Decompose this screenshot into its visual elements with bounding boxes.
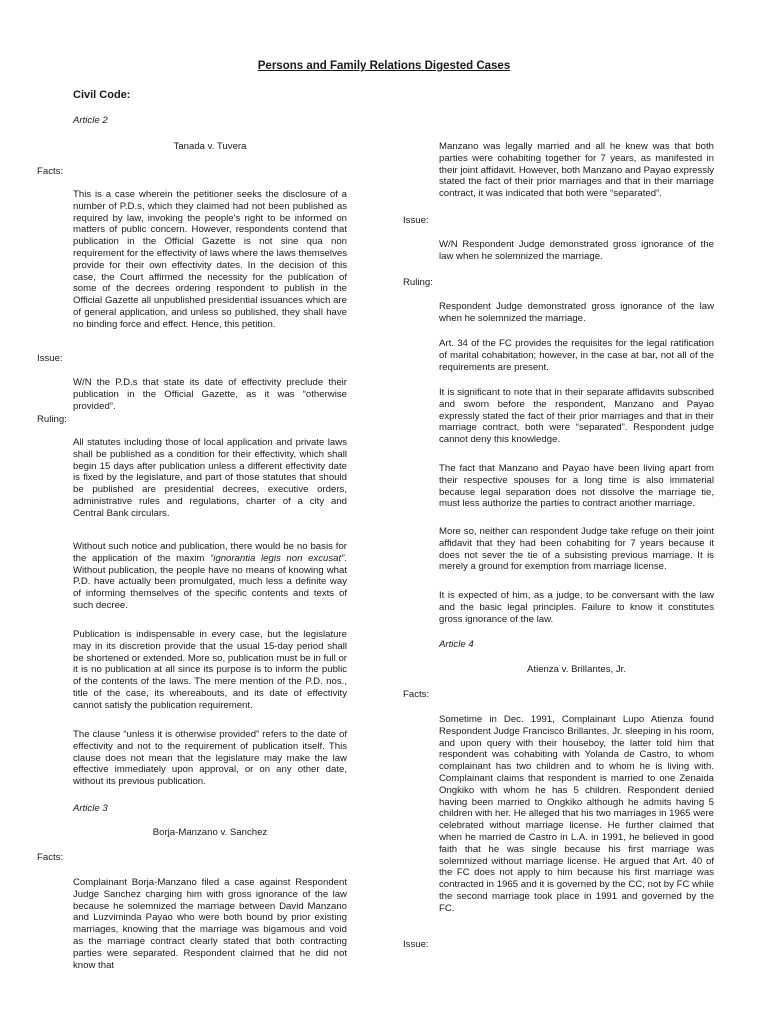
article-4-heading: Article 4	[439, 639, 474, 650]
issue-paragraph-borja-manzano: W/N Respondent Judge demonstrated gross ignorance of the law when he solemnized the marriage.	[439, 239, 714, 262]
ruling-paragraph-3: It is significant to note that in their separate affidavits subscribed and sworn before the respondent, Manzano and Payao expressly stated the fact of their prior marriages and that in their marriage contract, both were “separated”. Respondent judge cannot deny this knowledge.	[439, 387, 714, 446]
issue-label: Issue:	[403, 939, 429, 950]
ruling-paragraph-1: All statutes including those of local application and private laws shall be published as a condition for their effectivity, which shall begin 15 days after publication unless a different effectivity date is fixed by the legislature, and part of those statutes that should be published are presidential decrees, executive orders, administrative rules and regulations, charter of a city and Central Bank circulars.	[73, 437, 347, 519]
ruling-text: Without such notice and publication, there would be no basis for the application of the maxim	[73, 541, 347, 564]
ruling-paragraph-4: The clause “unless it is otherwise provided” refers to the date of effectivity and not to the requirement of publication itself. This clause does not mean that the legislature may make the law effective immediately upon approval, or on any other date, without its previous publication.	[73, 729, 347, 788]
article-2-heading: Article 2	[73, 115, 108, 126]
article-3-heading: Article 3	[73, 803, 108, 814]
ruling-paragraph-2: Art. 34 of the FC provides the requisites for the legal ratification of marital cohabitation; however, in the case at bar, not all of the requirements are present.	[439, 338, 714, 373]
facts-paragraph-borja-manzano: Complainant Borja-Manzano filed a case against Respondent Judge Sanchez charging him with gross ignorance of the law because he solemnized the marriage between David Manzano and Luzviminda Payao who were both bound by prior existing marriages, knowing that the marriage was bigamous and void as the marriage contract clearly stated that both contracting parties were separated. Respondent claimed that he did not know that	[73, 877, 347, 971]
case-title-borja-manzano: Borja-Manzano v. Sanchez	[152, 827, 268, 838]
case-title-tanada: Tanada v. Tuvera	[173, 141, 247, 152]
ruling-text: . Without publication, the people have no means of knowing what P.D. have actually been promulgated, much less a definite way of informing themselves of the specific contents and texts of such decree.	[73, 552, 347, 611]
facts-label: Facts:	[37, 166, 64, 177]
document-title: Persons and Family Relations Digested Cases	[257, 60, 511, 72]
ruling-label: Ruling:	[37, 414, 67, 425]
facts-label: Facts:	[37, 852, 64, 863]
section-heading: Civil Code:	[73, 89, 131, 101]
facts-paragraph-atienza: Sometime in Dec. 1991, Complainant Lupo Atienza found Respondent Judge Francisco Brillantes, Jr. sleeping in his room, and upon query with their houseboy, the latter told him that respondent was cohabiting with Yolanda de Castro, to whom complainant has two children and to whom he is living with. Complainant claims that respondent is married to one Zenaida Ongkiko with whom he has 5 children. Respondent denied having been married to Ongkiko although he admits having 5 children with her. He alleged that his two marriages in 1965 were celebrated without marriage license. He further claimed that when he married de Castro in L.A. in 1991, he believed in good faith that he was single because his first marriage was solemnized without marriage license. He argued that Art. 40 of the FC does not apply to him because his first marriage was contracted in 1965 and it is governed by the CC, not by FC while the second marriage took place in 1991 and governed by the FC.	[439, 714, 714, 914]
issue-label: Issue:	[37, 353, 63, 364]
latin-maxim: “ignorantia legis non excusat”	[210, 552, 345, 564]
facts-paragraph-tanada: This is a case wherein the petitioner seeks the disclosure of a number of P.D.s, which they claimed had not been published as required by law, invoking the people's right to be informed on matters of public concern. However, respondents contend that publication in the Official Gazette is not sine qua non requirement for the effectivity of laws where the laws themselves provide for their own effectivity dates. In the decision of this case, the Court affirmed the necessity for the publication of some of the decrees ordering respondent to publish in the Official Gazette all unpublished presidential issuances which are of general application, and unless so published, they shall have no binding force and effect. Hence, this petition.	[73, 189, 347, 330]
issue-label: Issue:	[403, 215, 429, 226]
ruling-label: Ruling:	[403, 277, 433, 288]
ruling-paragraph-2	[73, 541, 347, 612]
facts-label: Facts:	[403, 689, 430, 700]
ruling-paragraph-4: The fact that Manzano and Payao have been living apart from their respective spouses for a long time is also immaterial because legal separation does not dissolve the marriage tie, must less authorize the parties to contract another marriage.	[439, 463, 714, 510]
case-title-atienza: Atienza v. Brillantes, Jr.	[527, 664, 626, 675]
ruling-paragraph-3: Publication is indispensable in every case, but the legislature may in its discretion provide that the usual 15-day period shall be shortened or extended. More so, publication must be in full or it is no publication at all since its purpose is to inform the public of the contents of the laws. The mere mention of the P.D. nos., title of the case, its whereabouts, and its date of effectivity cannot satisfy the publication requirement.	[73, 629, 347, 711]
ruling-paragraph-6: It is expected of him, as a judge, to be conversant with the law and the basic legal principles. Failure to know it constitutes gross ignorance of the law.	[439, 590, 714, 625]
ruling-paragraph-1: Respondent Judge demonstrated gross ignorance of the law when he solemnized the marriage.	[439, 301, 714, 324]
ruling-paragraph-5: More so, neither can respondent Judge take refuge on their joint affidavit that they had been cohabiting for 7 years because it does not sever the tie of a subsisting previous marriage. It is merely a ground for exemption from marriage license.	[439, 526, 714, 573]
facts-paragraph-borja-manzano-continued: Manzano was legally married and all he knew was that both parties were cohabiting together for 7 years, as manifested in their joint affidavit. However, both Manzano and Payao expressly stated the fact of their prior marriages and that in their marriage contract, it was indicated that both were “separated”.	[439, 141, 715, 200]
issue-paragraph-tanada: W/N the P.D.s that state its date of effectivity preclude their publication in the Official Gazette, as it was “otherwise provided”.	[73, 377, 347, 412]
